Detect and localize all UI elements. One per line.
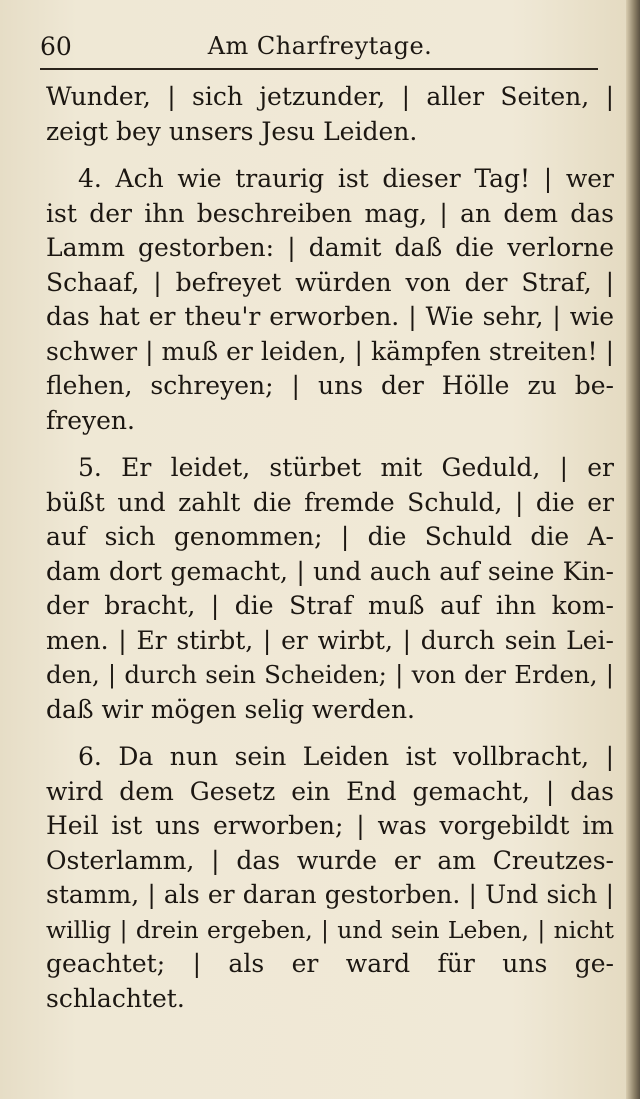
text-line: stamm, | als er daran gestorben. | Und sich | xyxy=(46,880,614,909)
text-line: zeigt bey unsers Jesu Leiden. xyxy=(46,116,418,146)
stanza-continuation xyxy=(46,80,614,149)
page-header xyxy=(40,28,600,62)
text-line: geachtet; | als er ward für uns ge- xyxy=(46,949,614,978)
text-line: 5. Er leidet, stürbet mit Geduld, | er xyxy=(78,453,614,482)
page-edge-shadow xyxy=(626,0,640,1099)
text-line: 6. Da nun sein Leiden ist vollbracht, | xyxy=(78,742,614,771)
running-head: Am Charfreytage. xyxy=(207,32,433,60)
text-line: den, | durch sein Scheiden; | von der Erden, | xyxy=(46,660,614,689)
text-line: Heil ist uns erworben; | was vorgebildt im xyxy=(46,811,614,840)
text-line: freyen. xyxy=(46,405,135,435)
text-line: flehen, schreyen; | uns der Hölle zu be- xyxy=(46,371,614,400)
text-line: büßt und zahlt die fremde Schuld, | die er xyxy=(46,487,614,517)
text-line: das hat er theu'r erworben. | Wie sehr, | wie xyxy=(46,302,614,331)
text-line: daß wir mögen selig werden. xyxy=(46,694,416,724)
text-line: schwer | muß er leiden, | kämpfen streiten! | xyxy=(46,336,614,366)
text-line: schlachtet. xyxy=(46,983,185,1013)
stanza-4 xyxy=(46,162,614,438)
header-rule xyxy=(40,68,598,70)
text-line: auf sich genommen; | die Schuld die A- xyxy=(46,522,614,551)
text-line: wird dem Gesetz ein End gemacht, | das xyxy=(46,776,614,806)
text-line: Wunder, | sich jetzunder, | aller Seiten, | xyxy=(46,82,614,111)
stanza-6 xyxy=(46,740,614,1016)
hymn-text xyxy=(46,80,614,1016)
text-line: Osterlamm, | das wurde er am Creutzes- xyxy=(46,845,614,875)
stanza-5 xyxy=(46,451,614,727)
text-line: Schaaf, | befreyet würden von der Straf, | xyxy=(46,267,614,297)
text-line: dam dort gemacht, | und auch auf seine Kin- xyxy=(46,556,614,586)
text-line: ist der ihn beschreiben mag, | an dem das xyxy=(46,198,614,228)
text-line: men. | Er stirbt, | er wirbt, | durch sein Lei- xyxy=(46,625,614,655)
text-line: Lamm gestorben: | damit daß die verlorne xyxy=(46,233,614,262)
text-line: willig | drein ergeben, | und sein Leben, | nicht xyxy=(46,915,614,944)
page-number: 60 xyxy=(40,32,72,61)
text-line: 4. Ach wie traurig ist dieser Tag! | wer xyxy=(78,164,614,193)
text-line: der bracht, | die Straf muß auf ihn kom- xyxy=(46,591,614,620)
